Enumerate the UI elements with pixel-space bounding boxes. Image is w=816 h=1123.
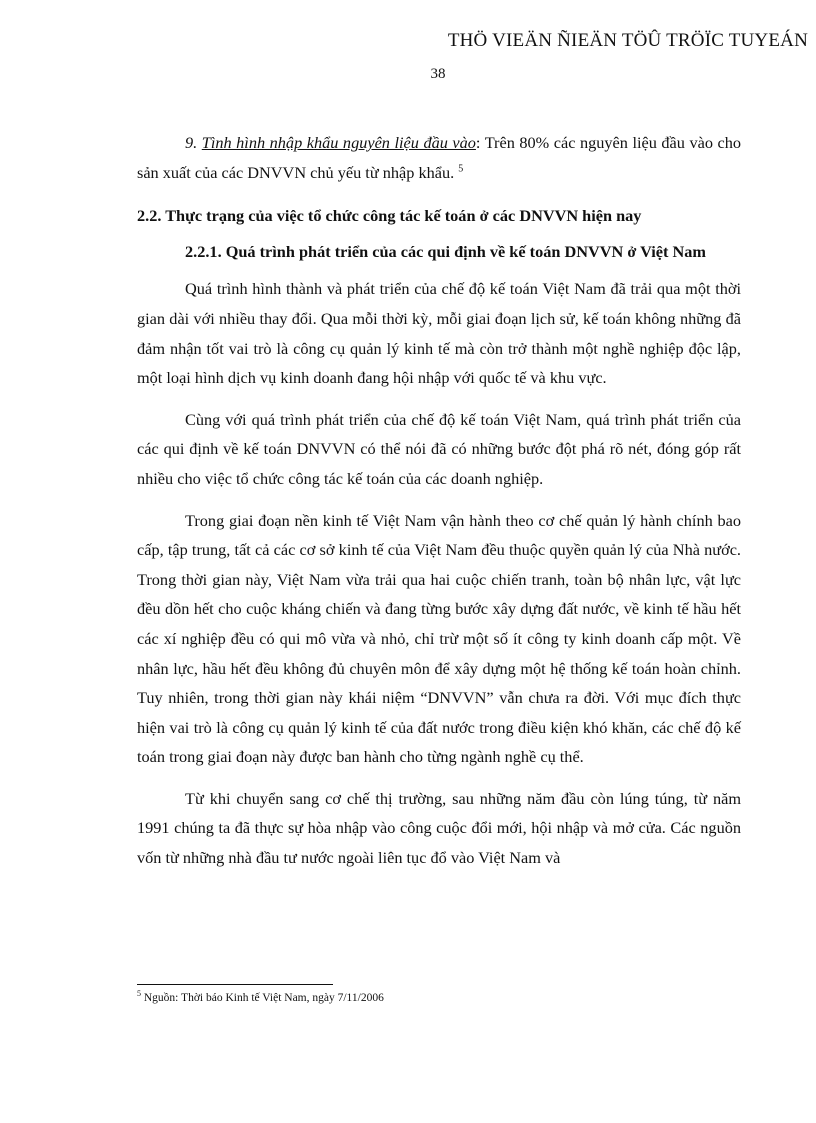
page-number: 38: [430, 66, 446, 82]
paragraph: Cùng với quá trình phát triển của chế độ kế toán Việt Nam, quá trình phát triển của các qui định về kế toán DNVVN có thể nói đã có những bước đột phá rõ nét, đóng góp rất nhiều cho việc tổ chức công tác kế toán của các doanh nghiệp.: [137, 409, 741, 488]
subsection-heading-2-2-1: 2.2.1. Quá trình phát triển của các qui định về kế toán DNVVN ở Việt Nam: [185, 241, 706, 261]
paragraph: Từ khi chuyển sang cơ chế thị trường, sau những năm đầu còn lúng túng, từ năm 1991 chúng ta đã thực sự hòa nhập vào công cuộc đổi mới, hội nhập và mở cửa. Các nguồn vốn từ những nhà đầu tư nước ngoài liên tục đổ vào Việt Nam và: [137, 788, 741, 868]
footnote-separator: [137, 984, 333, 985]
section-heading-2-2: 2.2. Thực trạng của việc tổ chức công tác kế toán ở các DNVVN hiện nay: [137, 206, 642, 226]
list-item-text: : Trên 80% các nguyên liệu đầu vào cho sản xuất của các DNVVN chủ yếu từ nhập khẩu.: [137, 133, 742, 182]
footnote-marker: 5: [137, 989, 141, 999]
document-body: [137, 128, 741, 873]
footnote-reference: 5: [458, 163, 464, 175]
list-item-9: [137, 128, 741, 187]
list-item-number: 9.: [185, 133, 198, 152]
list-item-label: Tình hình nhập khẩu nguyên liệu đầu vào: [201, 133, 476, 152]
paragraph: Trong giai đoạn nền kinh tế Việt Nam vận hành theo cơ chế quản lý hành chính bao cấp, tập trung, tất cả các cơ sở kinh tế của Việt Nam đều thuộc quyền quản lý của Nhà nước. Trong thời gian này, Việt Nam vừa trải qua hai cuộc chiến tranh, toàn bộ nhân lực, vật lực đều dồn hết cho cuộc kháng chiến và đang từng bước xây dựng đất nước, về kinh tế hầu hết các xí nghiệp đều có qui mô vừa và nhỏ, chỉ trừ một số ít công ty kinh doanh cấp một. Về nhân lực, hầu hết đều không đủ chuyên môn để xây dựng một hệ thống kế toán hoàn chỉnh. Tuy nhiên, trong thời gian này khái niệm “DNVVN” vẫn chưa ra đời. Với mục đích thực hiện vai trò là công cụ quản lý kinh tế của đất nước trong điều kiện khó khăn, các chế độ kế toán trong giai đoạn này được ban hành cho từng ngành nghề cụ thể.: [137, 510, 741, 767]
footnote: [137, 989, 384, 1004]
library-header-banner: THÖ VIEÄN ÑIEÄN TÖÛ TRÖÏC TUYEÁN: [447, 30, 808, 51]
paragraph: Quá trình hình thành và phát triển của chế độ kế toán Việt Nam đã trải qua một thời gian dài với nhiều thay đổi. Qua mỗi thời kỳ, mỗi giai đoạn lịch sử, kế toán không những đã đảm nhận tốt vai trò là công cụ quản lý kinh tế mà còn trở thành một nghề nghiệp độc lập, một loại hình dịch vụ kinh doanh đang hội nhập với quốc tế và khu vực.: [137, 279, 741, 388]
footnote-text: Nguồn: Thời báo Kinh tế Việt Nam, ngày 7/11/2006: [143, 992, 384, 1004]
